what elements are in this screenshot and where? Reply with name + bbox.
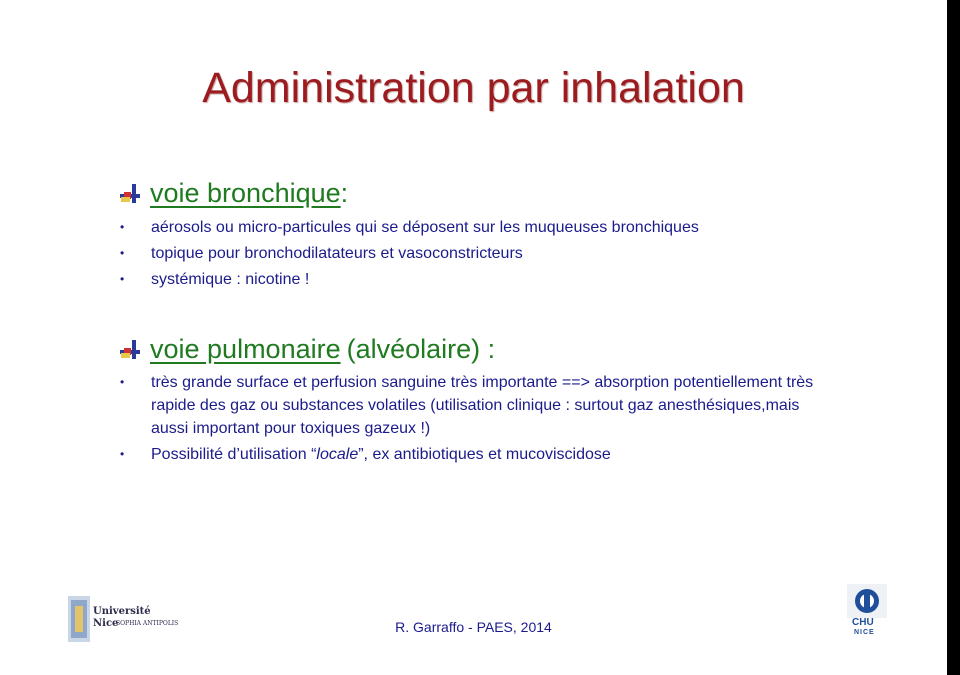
section-heading-pulmonaire [120,334,495,365]
bullet-text: topique pour bronchodilatateurs et vasoconstricteurs [151,245,523,262]
bullet-list-pulmonaire [120,371,840,469]
section-heading-text: voie pulmonaire [150,334,341,364]
list-item [120,443,840,466]
chu-nice-logo [847,584,887,642]
chu-emblem-icon [847,584,887,618]
bullet-dot: • [120,375,125,389]
chu-logo-line-1: CHU [852,617,874,628]
bullet-text-suffix: ”, ex antibiotiques et mucoviscidose [358,446,611,463]
bullet-dot: • [120,447,125,461]
bullet-list-bronchique [120,216,840,294]
logo-line-3: SOPHIA ANTIPOLIS [116,620,179,627]
bullet-marker-icon [120,339,142,361]
list-item [120,242,840,265]
logo-line-1: Université [93,606,151,617]
section-heading-text: voie bronchique [150,178,341,208]
slide-title: Administration par inhalation [202,64,745,112]
bullet-text: aérosols ou micro-particules qui se déposent sur les muqueuses bronchiques [151,219,699,236]
footer-credit: R. Garraffo - PAES, 2014 [395,619,552,635]
bullet-text: systémique : nicotine ! [151,271,310,288]
chu-logo-line-2: NICE [854,629,875,636]
bullet-text-prefix: Possibilité d’utilisation “ [151,446,317,463]
logo-line-2: Nice [93,618,119,629]
section-heading-suffix: (alvéolaire) : [346,334,496,364]
list-item [120,371,840,440]
bullet-dot: • [120,246,125,260]
bullet-dot: • [120,272,125,286]
section-heading-bronchique [120,178,348,209]
bullet-text: très grande surface et perfusion sanguine très importante ==> absorption potentiellement très rapide des gaz ou substances volatiles (utilisation clinique : surtout gaz anesthésiques,mais aussi important pour toxiques gazeux !) [151,374,814,437]
bullet-dot: • [120,220,125,234]
list-item [120,216,840,239]
list-item [120,268,840,291]
section-heading-suffix: : [340,178,349,208]
bullet-marker-icon [120,183,142,205]
bullet-text-italic: locale [316,446,359,463]
